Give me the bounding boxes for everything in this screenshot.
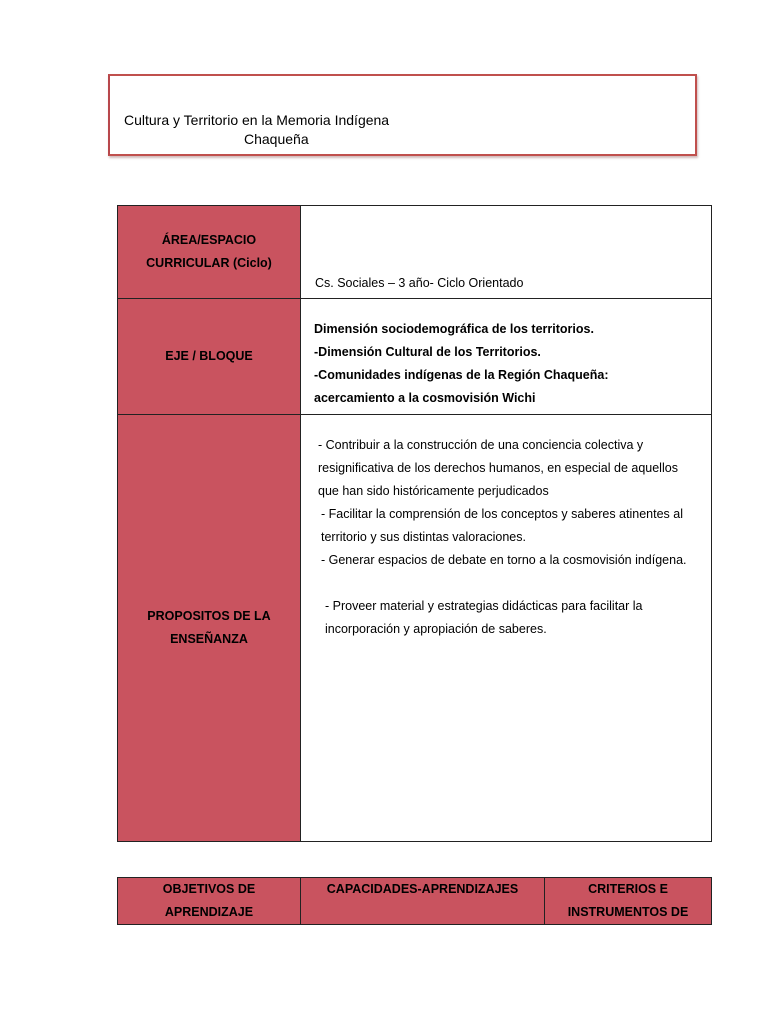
area-label-line2: CURRICULAR (Ciclo) bbox=[146, 256, 272, 270]
eje-item: Dimensión sociodemográfica de los territorios. bbox=[314, 322, 594, 336]
criterios-header-line1: CRITERIOS E bbox=[588, 882, 668, 896]
eje-item: acercamiento a la cosmovisión Wichi bbox=[314, 391, 536, 405]
criterios-header-line2: INSTRUMENTOS DE bbox=[567, 905, 689, 919]
proposito-item: - Facilitar la comprensión de los conceptos y saberes atinentes al territorio y sus distintas valoraciones. bbox=[321, 507, 683, 544]
document-title-line2: Chaqueña bbox=[244, 131, 309, 147]
propositos-label-line2: ENSEÑANZA bbox=[170, 632, 248, 646]
eje-label: EJE / BLOQUE bbox=[118, 299, 301, 415]
objetivos-header-line1: OBJETIVOS DE bbox=[162, 882, 256, 896]
proposito-item: - Generar espacios de debate en torno a la cosmovisión indígena. bbox=[321, 553, 687, 567]
eje-item: -Comunidades indígenas de la Región Chaqueña: bbox=[314, 368, 609, 382]
propositos-values bbox=[301, 415, 712, 842]
propositos-label-cell bbox=[118, 415, 301, 842]
criterios-header bbox=[545, 878, 712, 925]
objetivos-header bbox=[118, 878, 301, 925]
table-row-propositos bbox=[118, 415, 712, 842]
proposito-item: - Contribuir a la construcción de una conciencia colectiva y resignificativa de los derechos humanos, en especial de aquellos que han sido históricamente perjudicados bbox=[318, 438, 678, 498]
objectives-header-row bbox=[118, 878, 712, 925]
proposito-item: - Proveer material y estrategias didácticas para facilitar la incorporación y apropiación de saberes. bbox=[325, 599, 643, 636]
objetivos-header-line2: APRENDIZAJE bbox=[164, 905, 254, 919]
eje-item: -Dimensión Cultural de los Territorios. bbox=[314, 345, 541, 359]
document-title-line1: Cultura y Territorio en la Memoria Indígena bbox=[124, 112, 390, 128]
table-row-area bbox=[118, 206, 712, 299]
document-title-box bbox=[108, 74, 697, 156]
propositos-label-line1: PROPOSITOS DE LA bbox=[147, 609, 271, 623]
area-label-cell bbox=[118, 206, 301, 299]
eje-values bbox=[301, 299, 712, 415]
curriculum-table bbox=[117, 205, 712, 842]
capacidades-header: CAPACIDADES-APRENDIZAJES bbox=[301, 878, 545, 925]
area-label-line1: ÁREA/ESPACIO bbox=[161, 233, 257, 247]
objectives-table bbox=[117, 877, 712, 925]
table-row-eje bbox=[118, 299, 712, 415]
area-value: Cs. Sociales – 3 año- Ciclo Orientado bbox=[301, 206, 712, 299]
